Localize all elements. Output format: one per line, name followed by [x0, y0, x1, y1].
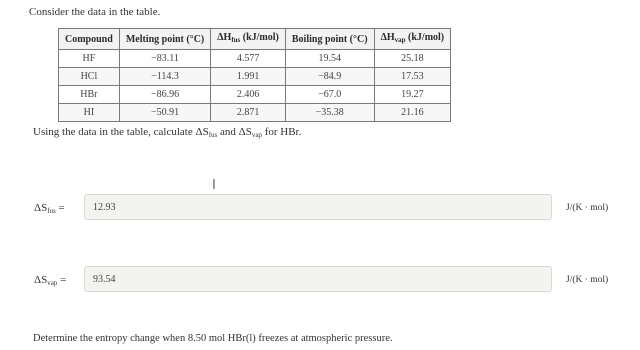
delta-s-fus-unit: J/(K · mol) [566, 203, 609, 213]
delta-s-fus-label: $\Delta S_{fus}$ = [34, 202, 65, 215]
intro-text: Consider the data in the table. [29, 6, 161, 18]
text-cursor-icon: I [212, 178, 216, 193]
table-cell: 2.406 [211, 86, 286, 104]
table-cell: −67.0 [285, 86, 374, 104]
table-cell: −84.9 [285, 68, 374, 86]
table-row [59, 86, 451, 104]
header-compound: Compound [59, 29, 120, 50]
header-boiling-point: Boiling point (°C) [285, 29, 374, 50]
delta-s-vap-unit: J/(K · mol) [566, 275, 609, 285]
table-cell: −114.3 [119, 68, 210, 86]
table-cell: HF [59, 50, 120, 68]
table-cell: HBr [59, 86, 120, 104]
delta-s-vap-label: $\Delta S_{vap}$ = [34, 274, 67, 287]
table-cell: HI [59, 104, 120, 122]
table-row [59, 68, 451, 86]
question-text: Using the data in the table, calculate $\Delta S_{fus}$ and $\Delta S_{vap}$ for HBr. [33, 126, 302, 139]
table-cell: −86.96 [119, 86, 210, 104]
table-cell: 19.54 [285, 50, 374, 68]
table-cell: −83.11 [119, 50, 210, 68]
data-table [58, 28, 451, 122]
table-cell: 2.871 [211, 104, 286, 122]
delta-s-vap-input[interactable] [84, 266, 552, 292]
table-cell: 19.27 [374, 86, 451, 104]
header-melting-point: Melting point (°C) [119, 29, 210, 50]
table-cell: −50.91 [119, 104, 210, 122]
header-h-fus: $\Delta H_{fus}$ (kJ/mol) [211, 29, 286, 50]
table-cell: HCl [59, 68, 120, 86]
table-row [59, 104, 451, 122]
table-cell: 1.991 [211, 68, 286, 86]
table-cell: 25.18 [374, 50, 451, 68]
table-cell: 17.53 [374, 68, 451, 86]
footer-question: Determine the entropy change when 8.50 mol HBr(l) freezes at atmospheric pressure. [33, 333, 393, 344]
table-header-row [59, 29, 451, 50]
delta-s-fus-input[interactable] [84, 194, 552, 220]
table-cell: 4.577 [211, 50, 286, 68]
header-h-vap: $\Delta H_{vap}$ (kJ/mol) [374, 29, 451, 50]
table-row [59, 50, 451, 68]
table-cell: −35.38 [285, 104, 374, 122]
table-cell: 21.16 [374, 104, 451, 122]
